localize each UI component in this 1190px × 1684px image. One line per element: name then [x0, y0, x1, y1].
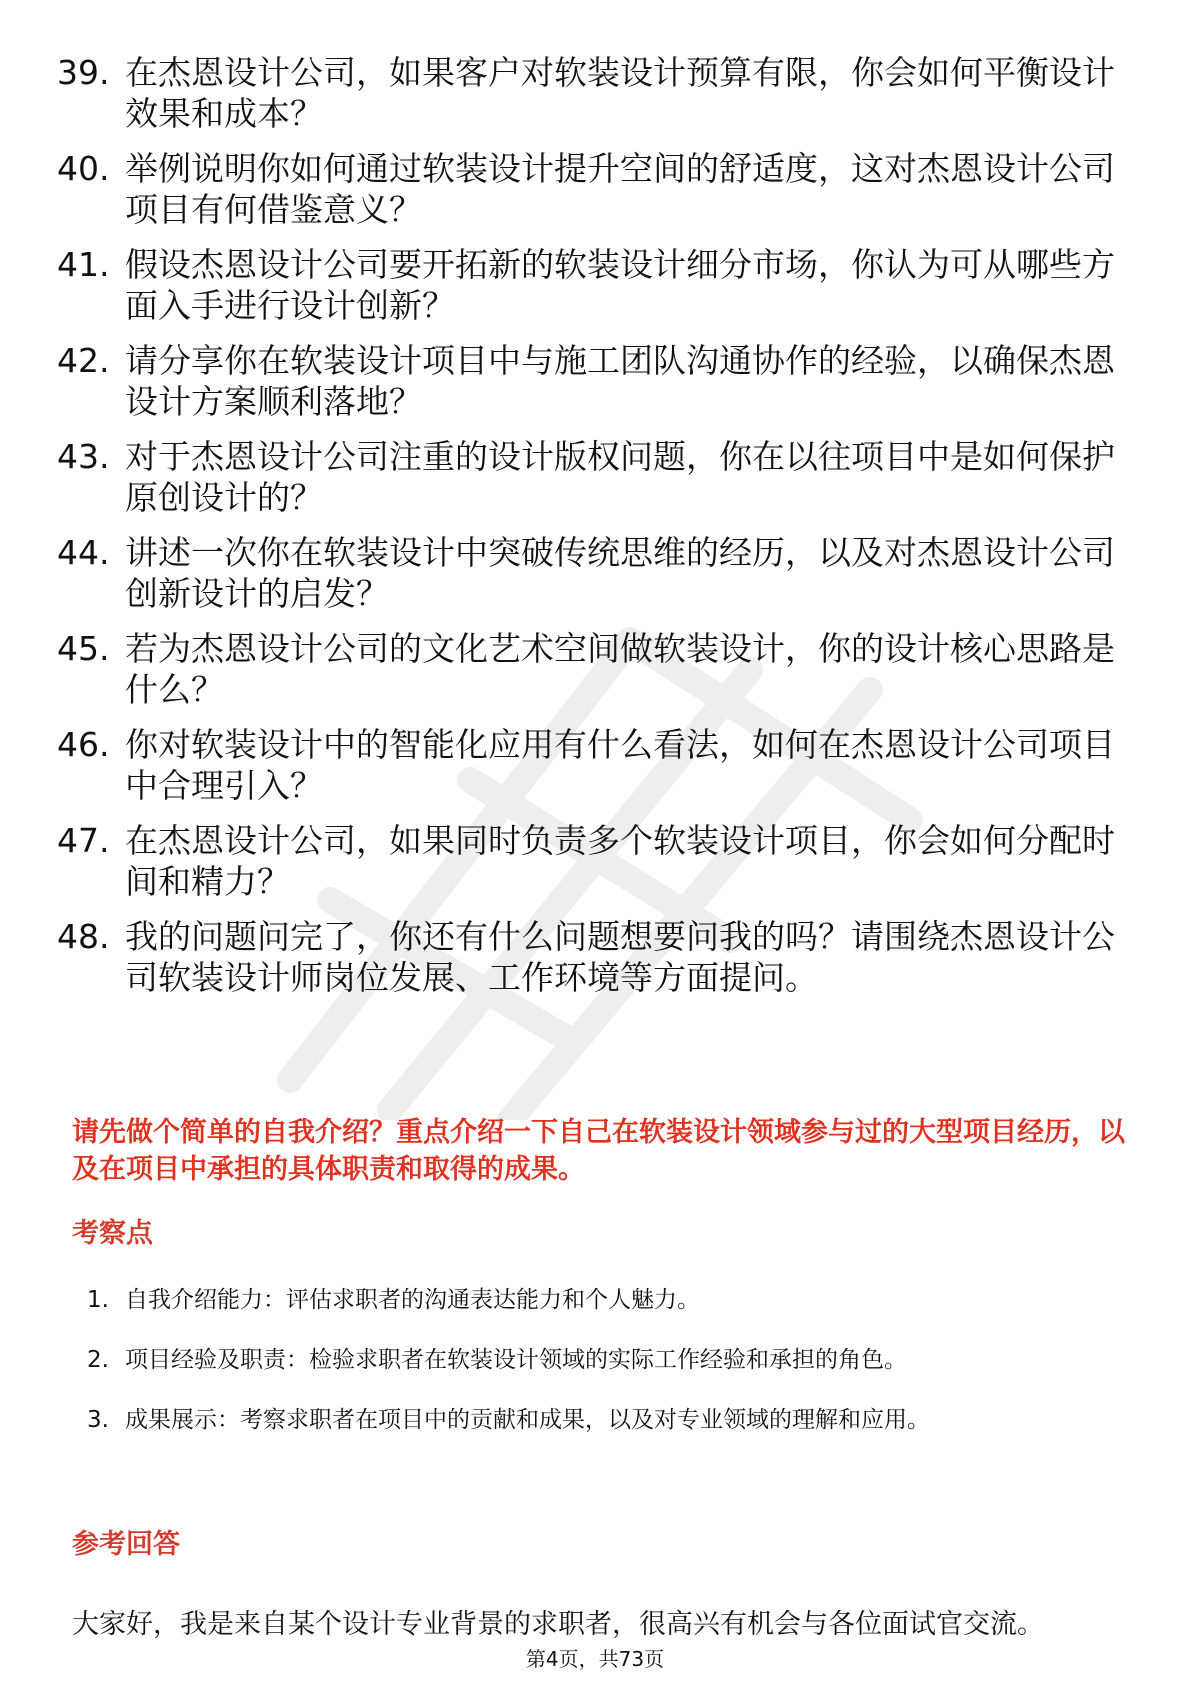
- point-text: 成果展示：考察求职者在项目中的贡献和成果，以及对专业领域的理解和应用。: [125, 1407, 930, 1433]
- question-text: 讲述一次你在软装设计中突破传统思维的经历，以及对杰恩设计公司创新设计的启发？: [125, 533, 1115, 613]
- point-text: 项目经验及职责：检验求职者在软装设计领域的实际工作经验和承担的角色。: [125, 1347, 907, 1373]
- question-number: 44.: [57, 533, 110, 572]
- question-text: 在杰恩设计公司，如果同时负责多个软装设计项目，你会如何分配时间和精力？: [125, 821, 1115, 901]
- point-number: 2.: [87, 1347, 109, 1373]
- question-item: [0, 340, 1190, 450]
- question-number: 47.: [57, 821, 110, 860]
- question-item: [0, 532, 1190, 642]
- point-text: 自我介绍能力：评估求职者的沟通表达能力和个人魅力。: [125, 1287, 700, 1313]
- question-item: [0, 916, 1190, 1026]
- answer-text: 大家好，我是来自某个设计专业背景的求职者，很高兴有机会与各位面试官交流。: [72, 1609, 1044, 1640]
- question-item: [0, 628, 1190, 738]
- question-text: 若为杰恩设计公司的文化艺术空间做软装设计，你的设计核心思路是什么？: [125, 629, 1115, 709]
- question-text: 请分享你在软装设计项目中与施工团队沟通协作的经验，以确保杰恩设计方案顺利落地？: [125, 341, 1115, 421]
- question-item: [0, 52, 1190, 162]
- question-item: [0, 724, 1190, 834]
- point-number: 1.: [87, 1287, 109, 1313]
- question-text: 在杰恩设计公司，如果客户对软装设计预算有限，你会如何平衡设计效果和成本？: [125, 53, 1115, 133]
- question-text: 对于杰恩设计公司注重的设计版权问题，你在以往项目中是如何保护原创设计的？: [125, 437, 1115, 517]
- question-number: 39.: [57, 53, 110, 92]
- section-heading-answer: 参考回答: [72, 1529, 180, 1560]
- question-text: 假设杰恩设计公司要开拓新的软装设计细分市场，你认为可从哪些方面入手进行设计创新？: [125, 245, 1115, 325]
- question-text: 你对软装设计中的智能化应用有什么看法，如何在杰恩设计公司项目中合理引入？: [125, 725, 1115, 805]
- question-number: 42.: [57, 341, 110, 380]
- section-heading-points: 考察点: [72, 1218, 153, 1249]
- question-number: 48.: [57, 917, 110, 956]
- question-item: [0, 244, 1190, 354]
- question-number: 43.: [57, 437, 110, 476]
- question-item: [0, 820, 1190, 930]
- question-item: [0, 436, 1190, 546]
- question-text: 举例说明你如何通过软装设计提升空间的舒适度，这对杰恩设计公司项目有何借鉴意义？: [125, 149, 1115, 229]
- highlight-question: 请先做个简单的自我介绍？重点介绍一下自己在软装设计领域参与过的大型项目经历，以及在项目中承担的具体职责和取得的成果。: [72, 1117, 1125, 1185]
- point-number: 3.: [87, 1407, 109, 1433]
- question-item: [0, 148, 1190, 258]
- question-number: 40.: [57, 149, 110, 188]
- question-number: 46.: [57, 725, 110, 764]
- question-number: 41.: [57, 245, 110, 284]
- page-footer: 第4页，共73页: [525, 1647, 665, 1671]
- question-number: 45.: [57, 629, 110, 668]
- question-text: 我的问题问完了，你还有什么问题想要问我的吗？请围绕杰恩设计公司软装设计师岗位发展、工作环境等方面提问。: [125, 917, 1115, 997]
